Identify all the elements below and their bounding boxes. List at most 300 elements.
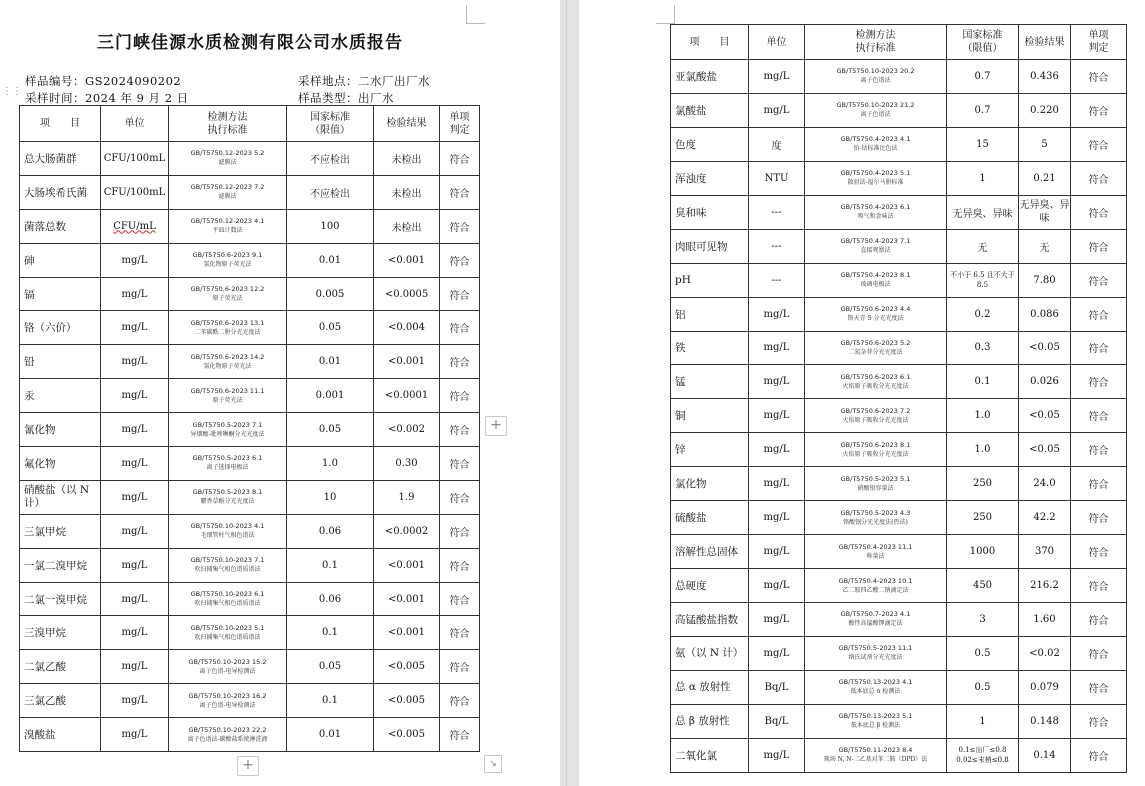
result-cell[interactable] [374,616,440,650]
unit-cell[interactable] [749,501,805,535]
item-name-cell[interactable] [671,161,749,195]
limit-cell[interactable] [287,413,374,447]
unit-cell[interactable] [101,277,169,311]
method-name: 离子色谱法 [860,111,891,119]
item-name-cell[interactable] [671,670,749,704]
unit-cell[interactable] [101,514,169,548]
item-name-cell[interactable] [671,636,749,670]
method-cell[interactable] [805,670,947,704]
item-name-cell[interactable] [20,718,101,752]
unit-cell[interactable] [101,209,169,243]
item-name: 铝 [675,308,686,321]
result-cell[interactable] [374,582,440,616]
judgement-cell[interactable] [1071,331,1127,365]
result-value: <0.05 [1029,444,1060,456]
result-cell[interactable] [1019,127,1071,161]
judgement-cell[interactable] [440,684,480,718]
method-cell[interactable] [805,229,947,263]
method-cell[interactable] [169,345,287,379]
limit-cell[interactable] [947,297,1019,331]
judgement-cell[interactable] [1071,365,1127,399]
item-name-cell[interactable] [671,229,749,263]
result-cell[interactable] [1019,535,1071,569]
standard-code: GB/T5750.4-2023 8.1 [840,271,911,280]
unit-cell[interactable] [749,263,805,297]
unit-value: Bq/L [764,715,789,727]
result-cell[interactable] [1019,704,1071,738]
limit-cell[interactable] [287,175,374,209]
add-row-button[interactable]: + [237,756,259,776]
limit-cell[interactable] [947,704,1019,738]
item-name: 肉眼可见物 [675,240,728,253]
result-cell[interactable] [1019,603,1071,637]
method-name: 原子荧光法 [212,295,243,302]
item-name-cell[interactable] [671,603,749,637]
unit-cell[interactable] [101,345,169,379]
result-cell[interactable] [374,650,440,684]
item-name-cell[interactable] [671,501,749,535]
method-cell[interactable] [805,195,947,229]
judgement-cell[interactable] [1071,704,1127,738]
limit-cell[interactable] [287,650,374,684]
method-cell[interactable] [805,467,947,501]
unit-cell[interactable] [749,670,805,704]
item-name-cell[interactable] [20,684,101,718]
judgement-cell[interactable] [1071,127,1127,161]
item-name-cell[interactable] [671,331,749,365]
judgement-cell[interactable] [440,243,480,277]
judgement-cell[interactable] [440,413,480,447]
limit-cell[interactable] [287,548,374,582]
method-cell[interactable] [169,447,287,481]
result-cell[interactable] [1019,569,1071,603]
judgement-value: 符合 [1088,683,1109,695]
judgement-value: 符合 [1088,446,1109,458]
method-cell[interactable] [805,704,947,738]
judgement-cell[interactable] [1071,535,1127,569]
limit-cell[interactable] [287,514,374,548]
judgement-cell[interactable] [1071,399,1127,433]
unit-cell[interactable] [101,447,169,481]
limit-cell[interactable] [287,243,374,277]
method-name: 硝酸银容量法 [857,484,894,492]
unit-cell[interactable] [749,229,805,263]
result-cell[interactable] [374,345,440,379]
table-row [20,413,480,447]
result-cell[interactable] [1019,636,1071,670]
standard-code: GB/T5750.4-2023 4.1 [840,135,911,144]
header-result [1019,25,1071,60]
limit-cell[interactable] [947,738,1019,772]
unit-cell[interactable] [101,616,169,650]
limit-cell[interactable] [947,501,1019,535]
limit-value: 0.5 [974,647,991,659]
judgement-cell[interactable] [1071,229,1127,263]
result-cell[interactable] [1019,433,1071,467]
item-name-cell[interactable] [20,447,101,481]
method-cell[interactable] [169,616,287,650]
result-cell[interactable] [1019,297,1071,331]
sample-time: 采样时间：2024 年 9 月 2 日 [25,91,189,105]
limit-cell[interactable] [287,480,374,514]
item-name-cell[interactable] [671,738,749,772]
unit-cell[interactable] [749,399,805,433]
method-cell[interactable] [169,548,287,582]
unit-cell[interactable] [749,603,805,637]
limit-cell[interactable] [287,311,374,345]
page-gap-divider [566,0,567,786]
method-cell[interactable] [169,413,287,447]
table-row [671,263,1127,297]
unit-cell[interactable] [749,569,805,603]
method-cell[interactable] [805,738,947,772]
limit-cell[interactable] [287,447,374,481]
judgement-value: 符合 [1088,106,1109,118]
method-cell[interactable] [805,93,947,127]
result-cell[interactable] [374,311,440,345]
limit-cell[interactable] [947,161,1019,195]
unit-cell[interactable] [101,142,169,176]
method-cell[interactable] [169,650,287,684]
method-cell[interactable] [169,582,287,616]
unit-cell[interactable] [749,365,805,399]
judgement-cell[interactable] [1071,738,1127,772]
item-name-cell[interactable] [671,569,749,603]
method-cell[interactable] [169,718,287,752]
method-name: 滤膜法 [218,193,237,201]
judgement-value: 符合 [1088,242,1109,254]
item-name-cell[interactable] [671,365,749,399]
limit-cell[interactable] [947,127,1019,161]
unit-cell[interactable] [101,650,169,684]
unit-cell[interactable] [749,297,805,331]
method-cell[interactable] [169,175,287,209]
method-cell[interactable] [805,365,947,399]
result-cell[interactable] [1019,738,1071,772]
limit-cell[interactable] [947,433,1019,467]
method-cell[interactable] [805,399,947,433]
unit-cell[interactable] [101,175,169,209]
table-row [671,399,1127,433]
result-cell[interactable] [1019,195,1071,229]
result-cell[interactable] [374,379,440,413]
limit-cell[interactable] [287,209,374,243]
method-cell[interactable] [805,501,947,535]
judgement-cell[interactable] [440,277,480,311]
judgement-cell[interactable] [440,345,480,379]
result-cell[interactable] [374,142,440,176]
unit-cell[interactable] [749,738,805,772]
limit-cell[interactable] [947,195,1019,229]
unit-value: mg/L [763,70,790,82]
result-cell[interactable] [374,209,440,243]
unit-cell[interactable] [749,60,805,94]
result-cell[interactable] [374,243,440,277]
result-cell[interactable] [374,514,440,548]
result-cell[interactable] [1019,365,1071,399]
judgement-cell[interactable] [1071,195,1127,229]
limit-value: 1.0 [974,410,991,422]
judgement-cell[interactable] [440,175,480,209]
unit-value: mg/L [763,647,790,659]
judgement-cell[interactable] [440,311,480,345]
item-name-cell[interactable] [20,480,101,514]
unit-cell[interactable] [749,127,805,161]
judgement-value: 符合 [1088,310,1109,322]
judgement-cell[interactable] [440,616,480,650]
limit-cell[interactable] [947,670,1019,704]
judgement-cell[interactable] [1071,636,1127,670]
result-cell[interactable] [1019,229,1071,263]
unit-cell[interactable] [101,243,169,277]
method-cell[interactable] [805,433,947,467]
result-cell[interactable] [1019,263,1071,297]
judgement-value: 符合 [449,392,470,404]
standard-code: GB/T5750.6-2023 13.1 [190,318,265,327]
limit-cell[interactable] [287,684,374,718]
method-cell[interactable] [169,514,287,548]
limit-cell[interactable] [947,365,1019,399]
result-cell[interactable] [1019,93,1071,127]
item-name-cell[interactable] [20,616,101,650]
method-cell[interactable] [805,603,947,637]
table-row [671,229,1127,263]
header-unit-label: 单位 [124,118,145,129]
result-cell[interactable] [1019,670,1071,704]
item-name-cell[interactable] [671,297,749,331]
unit-cell[interactable] [749,433,805,467]
method-cell[interactable] [805,535,947,569]
method-cell[interactable] [805,636,947,670]
standard-code: GB/T5750.6-2023 11.1 [190,386,265,395]
limit-cell[interactable] [947,93,1019,127]
method-cell[interactable] [805,263,947,297]
unit-cell[interactable] [101,718,169,752]
item-name-cell[interactable] [671,263,749,297]
result-cell[interactable] [374,480,440,514]
unit-cell[interactable] [101,582,169,616]
method-cell[interactable] [169,277,287,311]
limit-cell[interactable] [287,616,374,650]
unit-cell[interactable] [749,636,805,670]
item-name-cell[interactable] [20,243,101,277]
resize-table-icon[interactable]: ↘ [484,755,502,773]
judgement-cell[interactable] [1071,93,1127,127]
item-name-cell[interactable] [20,379,101,413]
judgement-cell[interactable] [440,514,480,548]
judgement-cell[interactable] [440,209,480,243]
unit-cell[interactable] [101,311,169,345]
standard-code: GB/T5750.7-2023 4.1 [840,610,911,619]
item-name-cell[interactable] [671,467,749,501]
item-name-cell[interactable] [671,60,749,94]
judgement-value: 符合 [449,459,470,471]
limit-cell[interactable] [947,331,1019,365]
method-cell[interactable] [805,161,947,195]
method-cell[interactable] [805,297,947,331]
judgement-cell[interactable] [1071,297,1127,331]
result-cell[interactable] [374,718,440,752]
method-cell[interactable] [169,311,287,345]
judgement-cell[interactable] [1071,433,1127,467]
method-cell[interactable] [805,60,947,94]
item-name-cell[interactable] [671,433,749,467]
item-name-cell[interactable] [20,277,101,311]
limit-cell[interactable] [947,229,1019,263]
result-cell[interactable] [1019,399,1071,433]
unit-value: mg/L [121,695,148,707]
judgement-cell[interactable] [440,718,480,752]
result-value: <0.05 [1029,410,1060,422]
unit-cell[interactable] [101,548,169,582]
judgement-cell[interactable] [1071,60,1127,94]
limit-cell[interactable] [947,603,1019,637]
judgement-cell[interactable] [1071,263,1127,297]
result-cell[interactable] [374,413,440,447]
standard-code: GB/T5750.12-2023 7.2 [190,183,265,192]
judgement-cell[interactable] [440,650,480,684]
limit-cell[interactable] [287,142,374,176]
unit-cell[interactable] [749,535,805,569]
judgement-cell[interactable] [440,582,480,616]
item-name-cell[interactable] [20,650,101,684]
item-name-cell[interactable] [20,582,101,616]
method-name: 吹扫捕集气相色谱质谱法 [194,633,261,641]
table-row [20,514,480,548]
limit-cell[interactable] [287,277,374,311]
unit-value: mg/L [121,322,148,334]
method-cell[interactable] [805,331,947,365]
unit-cell[interactable] [749,195,805,229]
method-cell[interactable] [805,569,947,603]
result-cell[interactable] [1019,331,1071,365]
limit-cell[interactable] [947,467,1019,501]
result-cell[interactable] [374,277,440,311]
unit-cell[interactable] [749,331,805,365]
method-cell[interactable] [169,243,287,277]
method-cell[interactable] [169,480,287,514]
limit-cell[interactable] [947,60,1019,94]
item-name-cell[interactable] [20,209,101,243]
unit-cell[interactable] [101,684,169,718]
item-name-cell[interactable] [20,175,101,209]
item-name-cell[interactable] [20,345,101,379]
item-name-cell[interactable] [20,548,101,582]
result-cell[interactable] [374,175,440,209]
judgement-cell[interactable] [440,447,480,481]
item-name-cell[interactable] [671,704,749,738]
item-name-cell[interactable] [671,127,749,161]
drag-handle-icon[interactable]: ⋮⋮ [2,86,22,97]
result-cell[interactable] [374,447,440,481]
unit-cell[interactable] [749,93,805,127]
item-name-cell[interactable] [671,399,749,433]
method-cell[interactable] [805,127,947,161]
result-cell[interactable] [1019,467,1071,501]
result-value: <0.005 [387,695,425,707]
item-name-cell[interactable] [20,514,101,548]
unit-value: mg/L [121,254,148,266]
sample-type: 样品类型：出厂水 [298,91,394,105]
result-cell[interactable] [374,684,440,718]
result-cell[interactable] [374,548,440,582]
unit-cell[interactable] [101,379,169,413]
item-name: 亚氯酸盐 [675,70,717,83]
limit-cell[interactable] [287,379,374,413]
item-name-cell[interactable] [20,311,101,345]
unit-cell[interactable] [101,413,169,447]
judgement-cell[interactable] [440,548,480,582]
method-name: 散射法-福尔马肼标准 [847,179,904,187]
item-name: 一氯二溴甲烷 [24,559,87,572]
item-name-cell[interactable] [671,535,749,569]
limit-cell[interactable] [947,636,1019,670]
header-limit [947,25,1019,60]
item-name-cell[interactable] [20,413,101,447]
method-name: 嗅气和尝味法 [857,213,894,221]
unit-cell[interactable] [101,480,169,514]
result-cell[interactable] [1019,161,1071,195]
unit-value: CFU/100mL [103,186,166,198]
method-name: 离子色谱-电导检测法 [199,667,256,675]
unit-cell[interactable] [749,467,805,501]
judgement-cell[interactable] [1071,569,1127,603]
unit-value: mg/L [763,410,790,422]
table-row [20,277,480,311]
item-name: 菌落总数 [24,220,66,233]
method-cell[interactable] [169,684,287,718]
item-name-cell[interactable] [20,142,101,176]
judgement-cell[interactable] [1071,670,1127,704]
method-cell[interactable] [169,209,287,243]
results-table-left [19,105,480,752]
method-name: 铬天青 S 分光光度法 [847,315,904,323]
judgement-value: 符合 [449,222,470,234]
result-cell[interactable] [1019,60,1071,94]
result-cell[interactable] [1019,501,1071,535]
item-name-cell[interactable] [671,195,749,229]
method-name: 异烟酸-吡唑啉酮分光光度法 [190,430,265,438]
limit-cell[interactable] [287,582,374,616]
limit-value: 0.01 [318,729,342,741]
add-column-button[interactable]: + [485,416,507,436]
judgement-cell[interactable] [440,379,480,413]
judgement-cell[interactable] [440,142,480,176]
item-name-cell[interactable] [671,93,749,127]
limit-value: 0.7 [974,104,991,116]
unit-cell[interactable] [749,704,805,738]
standard-code: GB/T5750.12-2023 5.2 [190,149,265,158]
limit-cell[interactable] [947,263,1019,297]
limit-cell[interactable] [947,569,1019,603]
judgement-cell[interactable] [1071,161,1127,195]
judgement-cell[interactable] [1071,467,1127,501]
header-method [169,106,287,142]
judgement-cell[interactable] [1071,501,1127,535]
standard-code: GB/T5750.4-2023 7.1 [840,237,911,246]
limit-cell[interactable] [947,399,1019,433]
method-cell[interactable] [169,379,287,413]
limit-value: 无 [977,242,988,254]
limit-cell[interactable] [947,535,1019,569]
judgement-cell[interactable] [440,480,480,514]
item-name: pH [675,274,691,287]
limit-cell[interactable] [287,718,374,752]
limit-cell[interactable] [287,345,374,379]
method-cell[interactable] [169,142,287,176]
unit-cell[interactable] [749,161,805,195]
judgement-cell[interactable] [1071,603,1127,637]
